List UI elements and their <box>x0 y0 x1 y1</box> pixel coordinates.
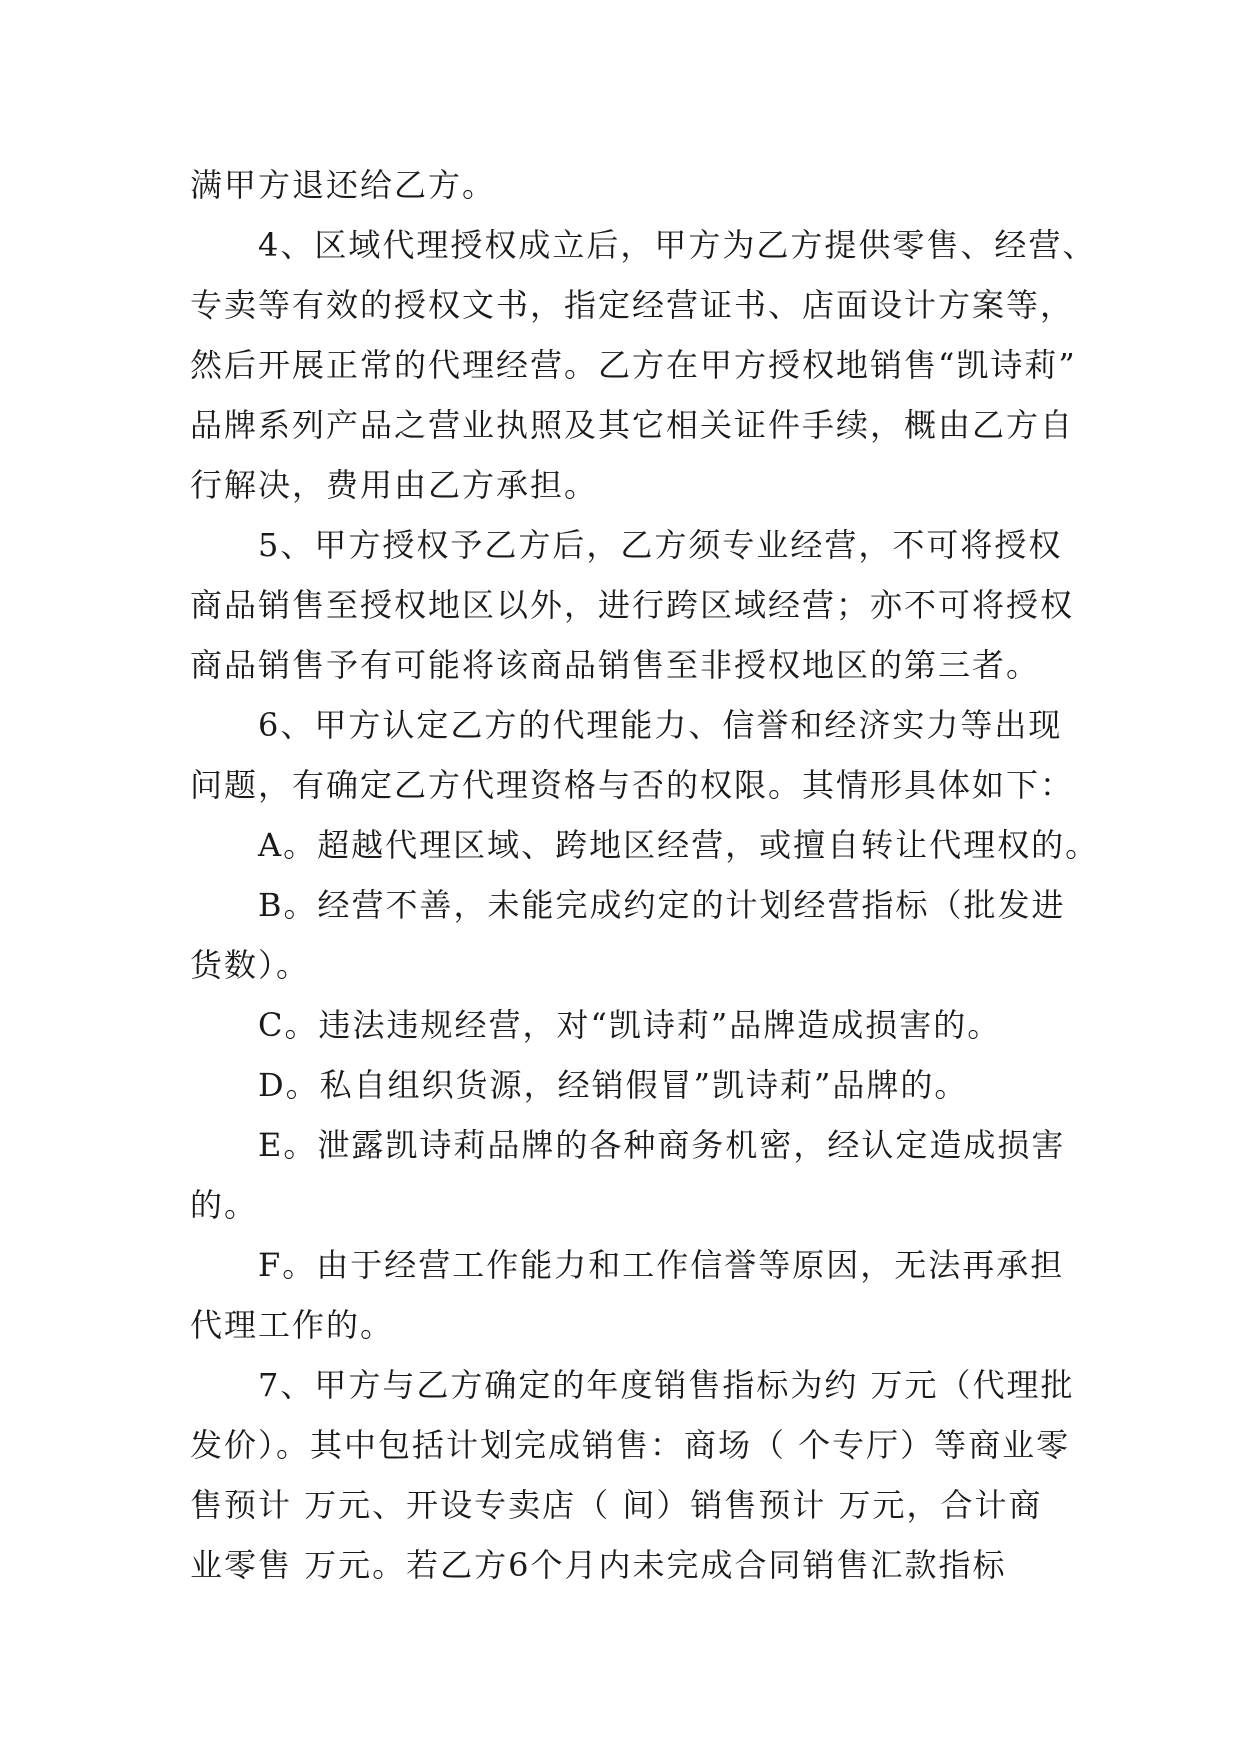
text-line: 货数）。 <box>190 946 311 984</box>
text-line: 满甲方退还给乙方。 <box>190 166 497 204</box>
text-line: 代理工作的。 <box>190 1306 395 1344</box>
text-line: F。由于经营工作能力和工作信誉等原因，无法再承担 <box>258 1246 1065 1284</box>
text-line: 7、甲方与乙方确定的年度销售指标为约 万元（代理批 <box>258 1366 1075 1404</box>
text-line: 6、甲方认定乙方的代理能力、信誉和经济实力等出现 <box>258 706 1063 744</box>
text-line: 专卖等有效的授权文书，指定经营证书、店面设计方案等， <box>190 286 1075 324</box>
text-line: 的。 <box>190 1186 259 1224</box>
text-line: 发价）。其中包括计划完成销售：商场（ 个专厅）等商业零 <box>190 1426 1071 1464</box>
text-line: B。经营不善，未能完成约定的计划经营指标（批发进 <box>258 886 1066 924</box>
text-line: 问题，有确定乙方代理资格与否的权限。其情形具体如下： <box>190 766 1075 804</box>
contract-text <box>190 155 1100 1595</box>
text-line: E。泄露凯诗莉品牌的各种商务机密，经认定造成损害 <box>258 1126 1066 1164</box>
text-line: 商品销售至授权地区以外，进行跨区域经营；亦不可将授权 <box>190 586 1075 624</box>
text-line: C。违法违规经营，对“凯诗莉”品牌造成损害的。 <box>258 1006 1002 1044</box>
text-line: 行解决，费用由乙方承担。 <box>190 466 599 504</box>
text-line: 商品销售予有可能将该商品销售至非授权地区的第三者。 <box>190 646 1041 684</box>
text-line: 4、区域代理授权成立后，甲方为乙方提供零售、经营、 <box>258 226 1097 264</box>
text-line: 然后开展正常的代理经营。乙方在甲方授权地销售“凯诗莉” <box>190 346 1077 384</box>
text-line: 5、甲方授权予乙方后，乙方须专业经营，不可将授权 <box>258 526 1063 564</box>
text-line: 品牌系列产品之营业执照及其它相关证件手续，概由乙方自 <box>190 406 1075 444</box>
text-line: 业零售 万元。若乙方6个月内未完成合同销售汇款指标 <box>190 1546 1007 1584</box>
text-line: A。超越代理区域、跨地区经营，或擅自转让代理权的。 <box>258 826 1100 864</box>
text-line: 售预计 万元、开设专卖店（ 间）销售预计 万元，合计商 <box>190 1486 1043 1524</box>
text-line: D。私自组织货源，经销假冒”凯诗莉”品牌的。 <box>258 1066 969 1104</box>
